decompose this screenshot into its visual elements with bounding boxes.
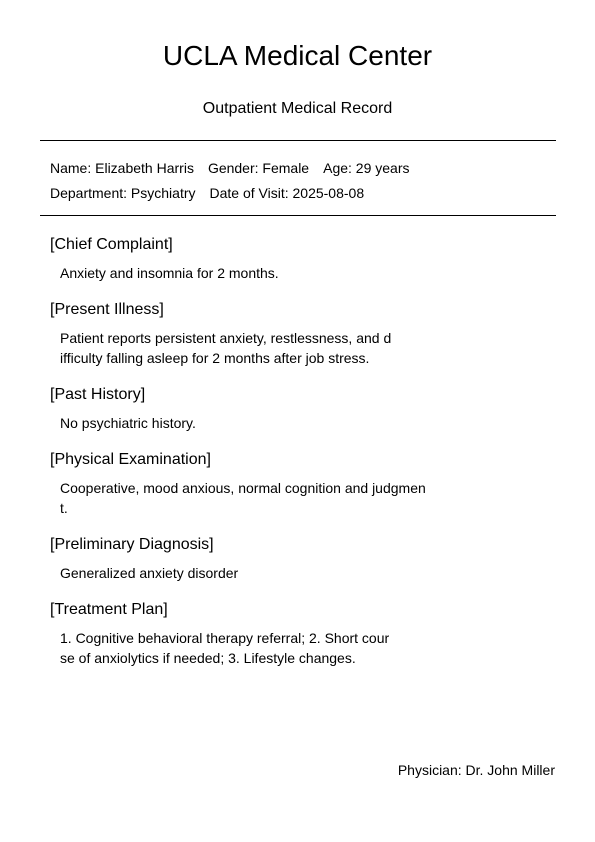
chief-complaint-heading: [Chief Complaint] [50,236,173,253]
treatment-plan-text [60,628,389,668]
past-history-text [60,413,196,433]
visit-date: Date of Visit: 2025-08-08 [209,185,365,201]
present-illness-line: ifficulty falling asleep for 2 months after job stress. [60,350,370,366]
physical-examination-line: t. [60,500,68,516]
header-divider-bottom [40,215,556,216]
treatment-plan-line: 1. Cognitive behavioral therapy referral; 2. Short cour [60,630,390,646]
present-illness-text [60,328,391,368]
past-history-heading: [Past History] [50,386,146,403]
physician-signature-line: Physician: Dr. John Miller [397,762,555,778]
present-illness-line: Patient reports persistent anxiety, restlessness, and d [60,330,392,346]
physical-examination-line: Cooperative, mood anxious, normal cognition and judgmen [60,480,426,496]
physical-examination-text [60,478,426,518]
patient-name: Name: Elizabeth Harris [50,160,194,176]
chief-complaint-line: Anxiety and insomnia for 2 months. [60,265,279,281]
patient-info-row-1 [50,159,410,177]
patient-info-row-2 [50,184,364,202]
treatment-plan-heading: [Treatment Plan] [50,601,168,618]
chief-complaint-text [60,263,279,283]
treatment-plan-line: se of anxiolytics if needed; 3. Lifestyle changes. [60,650,356,666]
past-history-line: No psychiatric history. [60,415,196,431]
header-divider-top [40,140,556,141]
department: Department: Psychiatry [50,185,196,201]
present-illness-heading: [Present Illness] [50,301,164,318]
hospital-title: UCLA Medical Center [162,40,433,71]
patient-gender: Gender: Female [207,160,310,176]
preliminary-diagnosis-text [60,563,238,583]
preliminary-diagnosis-heading: [Preliminary Diagnosis] [50,536,214,553]
preliminary-diagnosis-line: Generalized anxiety disorder [60,565,239,581]
record-title: Outpatient Medical Record [202,100,393,117]
physical-examination-heading: [Physical Examination] [50,451,211,468]
patient-age: Age: 29 years [323,160,410,176]
